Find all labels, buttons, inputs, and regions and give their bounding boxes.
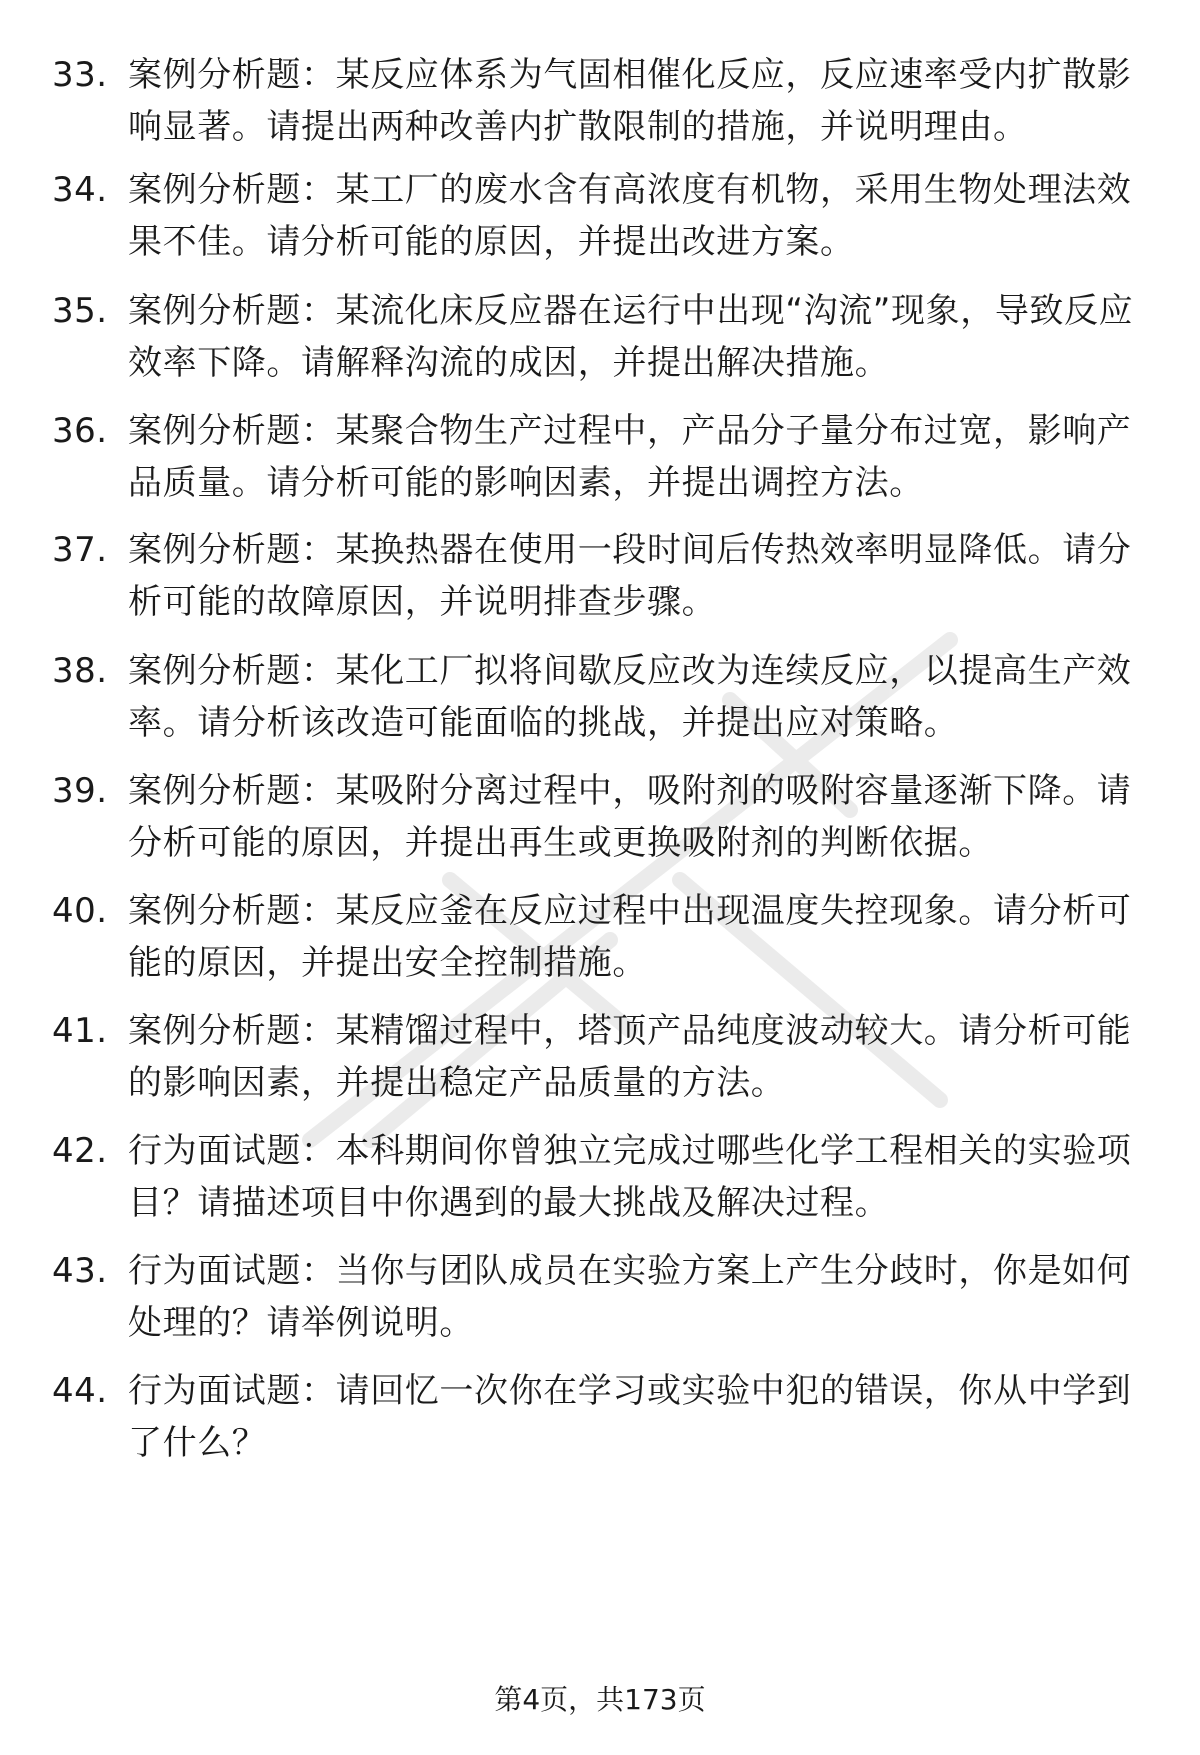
question-text: 案例分析题：某吸附分离过程中，吸附剂的吸附容量逐渐下降。请分析可能的原因，并提出再生或更换吸附剂的判断依据。 — [128, 771, 1132, 863]
page-number-label: 第4页，共173页 — [494, 1683, 706, 1716]
question-number: 43. — [52, 1251, 108, 1291]
question-item — [0, 1365, 1200, 1485]
question-number: 42. — [52, 1131, 108, 1171]
question-number: 40. — [52, 891, 108, 931]
question-number: 37. — [52, 530, 108, 570]
question-text: 行为面试题：当你与团队成员在实验方案上产生分歧时，你是如何处理的？请举例说明。 — [128, 1251, 1132, 1343]
question-item — [0, 645, 1200, 765]
question-item — [0, 765, 1200, 885]
question-item — [0, 885, 1200, 1005]
question-number: 38. — [52, 651, 108, 691]
question-text: 案例分析题：某反应体系为气固相催化反应，反应速率受内扩散影响显著。请提出两种改善内扩散限制的措施，并说明理由。 — [128, 55, 1132, 147]
question-text: 案例分析题：某工厂的废水含有高浓度有机物，采用生物处理法效果不佳。请分析可能的原因，并提出改进方案。 — [128, 170, 1132, 262]
question-number: 34. — [52, 170, 108, 210]
question-text: 案例分析题：某流化床反应器在运行中出现“沟流”现象，导致反应效率下降。请解释沟流的成因，并提出解决措施。 — [128, 291, 1134, 383]
question-text: 案例分析题：某反应釜在反应过程中出现温度失控现象。请分析可能的原因，并提出安全控制措施。 — [128, 891, 1132, 983]
question-item — [0, 1005, 1200, 1125]
question-text: 行为面试题：请回忆一次你在学习或实验中犯的错误，你从中学到了什么？ — [128, 1371, 1132, 1463]
question-item — [0, 405, 1200, 525]
question-text: 案例分析题：某聚合物生产过程中，产品分子量分布过宽，影响产品质量。请分析可能的影响因素，并提出调控方法。 — [128, 411, 1132, 503]
question-text: 案例分析题：某换热器在使用一段时间后传热效率明显降低。请分析可能的故障原因，并说明排查步骤。 — [128, 530, 1132, 622]
question-item — [0, 1125, 1200, 1245]
question-number: 33. — [52, 55, 108, 95]
question-number: 44. — [52, 1371, 108, 1411]
question-item — [0, 49, 1200, 169]
question-text: 案例分析题：某化工厂拟将间歇反应改为连续反应，以提高生产效率。请分析该改造可能面临的挑战，并提出应对策略。 — [128, 651, 1132, 743]
question-number: 39. — [52, 771, 108, 811]
question-text: 案例分析题：某精馏过程中，塔顶产品纯度波动较大。请分析可能的影响因素，并提出稳定产品质量的方法。 — [128, 1011, 1132, 1103]
page-footer — [0, 1680, 1200, 1720]
question-number: 41. — [52, 1011, 108, 1051]
question-item — [0, 1245, 1200, 1365]
question-number: 36. — [52, 411, 108, 451]
question-item — [0, 524, 1200, 644]
question-text: 行为面试题：本科期间你曾独立完成过哪些化学工程相关的实验项目？请描述项目中你遇到的最大挑战及解决过程。 — [128, 1131, 1132, 1223]
question-item — [0, 164, 1200, 284]
question-number: 35. — [52, 291, 108, 331]
question-item — [0, 285, 1200, 405]
